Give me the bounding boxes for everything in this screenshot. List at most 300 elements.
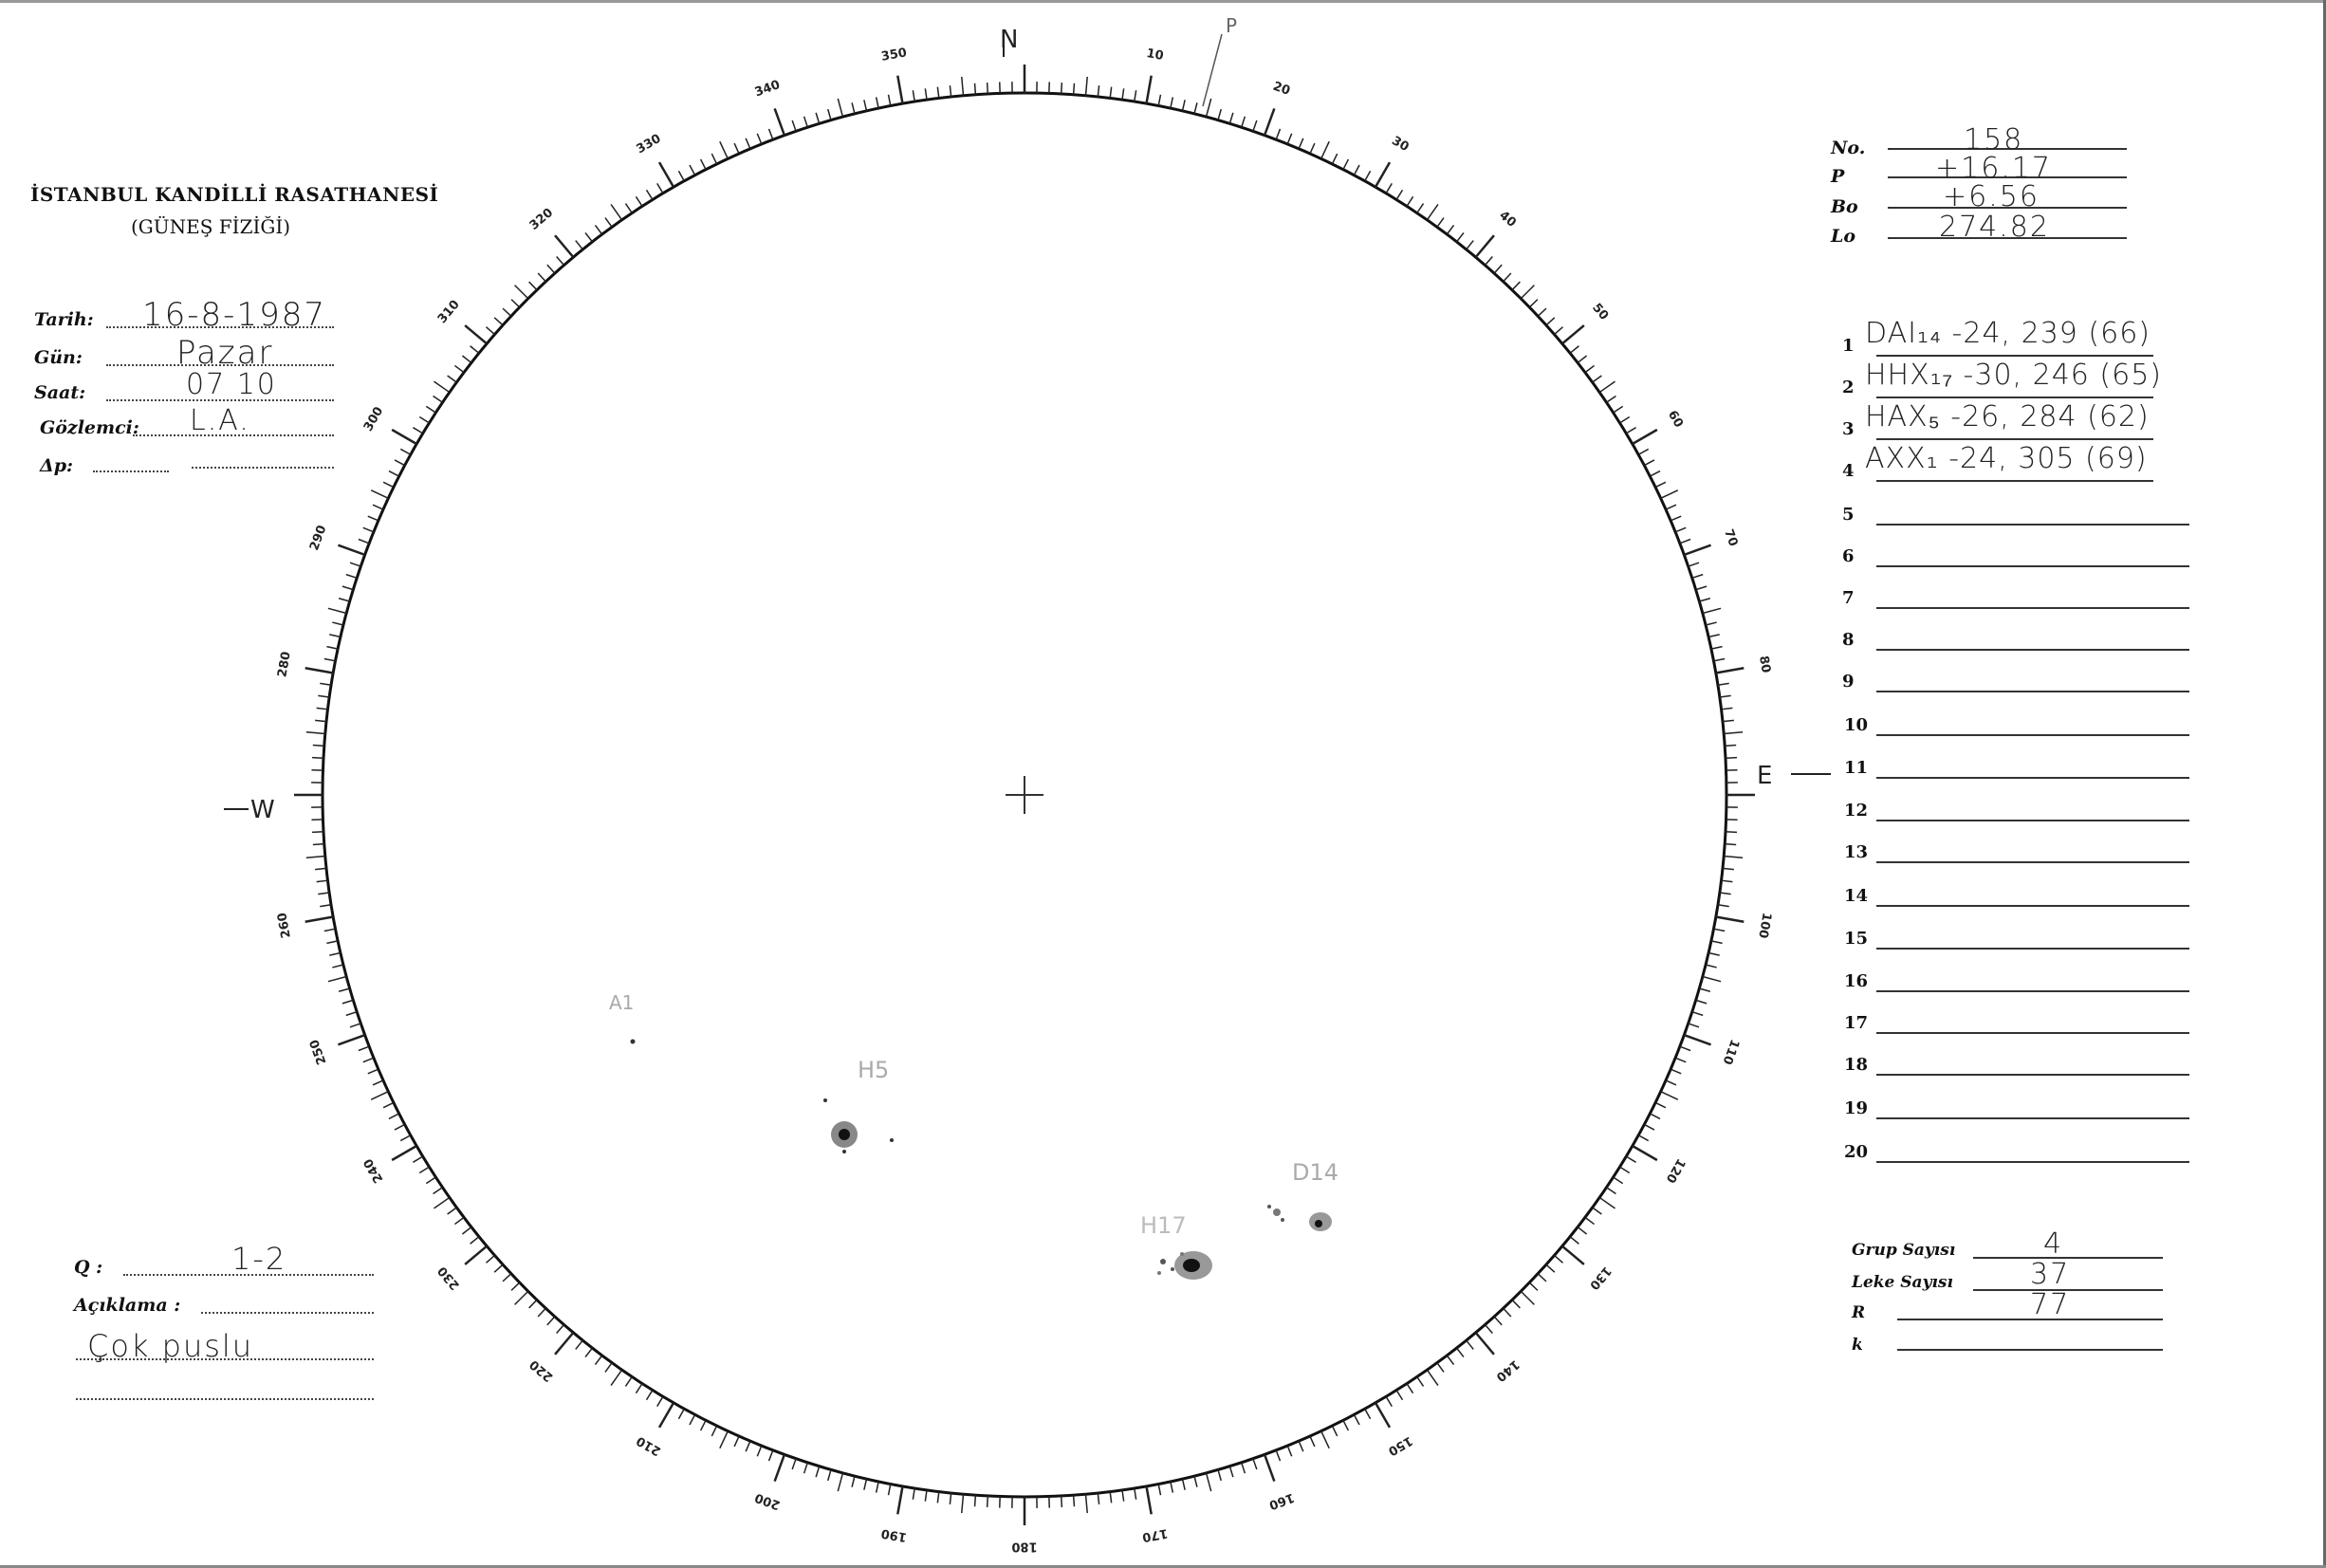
dial-tick <box>1158 1484 1160 1495</box>
dial-tick <box>363 1058 374 1061</box>
dial-tick <box>342 586 353 590</box>
dial-tick <box>1343 159 1348 170</box>
dial-tick <box>757 134 761 144</box>
dial-tick <box>1494 1317 1502 1325</box>
dial-tick <box>395 460 405 466</box>
dial-tick <box>368 1069 378 1074</box>
dial-tick <box>465 325 487 343</box>
dial-tick <box>454 365 464 372</box>
group-row-text[interactable]: DAI₁₄ -24, 239 (66) <box>1865 317 2151 350</box>
dial-tick <box>838 99 842 117</box>
dial-tick <box>897 1486 902 1515</box>
dial-tick <box>1182 1479 1185 1490</box>
dial-tick <box>757 1446 761 1456</box>
sunspot <box>1160 1259 1166 1264</box>
dial-tick <box>925 88 927 100</box>
sunspot-group-a1 <box>609 991 636 1044</box>
dial-tick <box>962 1494 964 1513</box>
tarih-value[interactable]: 16-8-1987 <box>142 296 326 334</box>
dial-tick <box>1207 1473 1211 1491</box>
dial-tick <box>1578 1227 1586 1234</box>
dial-tick <box>1194 102 1197 114</box>
group-row-text[interactable]: HHX₁₇ -30, 246 (65) <box>1865 359 2162 392</box>
dial-tick <box>1626 1156 1635 1162</box>
dial-tick <box>1711 941 1723 943</box>
r-value[interactable]: 77 <box>2030 1288 2071 1321</box>
dial-tick <box>1614 406 1623 413</box>
scan-edge-top <box>0 0 2326 3</box>
dial-tick <box>1457 232 1464 241</box>
dial-label: 170 <box>1140 1525 1170 1544</box>
dial-tick <box>1692 1012 1703 1016</box>
dial-tick <box>1661 490 1678 498</box>
dial-tick <box>1578 356 1586 362</box>
dial-tick <box>625 1376 632 1386</box>
dial-tick <box>1253 1459 1257 1469</box>
dial-tick <box>1718 683 1729 685</box>
dial-tick <box>1696 586 1707 590</box>
dial-tick <box>1146 1486 1151 1515</box>
dial-label: 70 <box>1721 527 1741 549</box>
dial-tick <box>1417 204 1424 213</box>
lo-value[interactable]: 274.82 <box>1939 211 2050 244</box>
dial-tick <box>1696 1000 1707 1004</box>
dial-tick <box>1726 758 1737 759</box>
dial-tick <box>1321 1431 1329 1448</box>
dial-tick <box>746 1441 750 1451</box>
dial-tick <box>1716 916 1744 921</box>
dial-tick <box>1692 575 1703 579</box>
dial-tick <box>419 1167 429 1172</box>
dial-tick <box>1721 880 1732 881</box>
dial-tick <box>312 758 323 759</box>
dial-tick <box>1085 77 1087 96</box>
dial-tick <box>1638 1135 1648 1141</box>
dial-tick <box>852 1476 855 1487</box>
dial-tick <box>1171 97 1172 108</box>
dial-tick <box>1546 1264 1555 1272</box>
dial-tick <box>383 482 394 487</box>
dial-tick <box>419 417 429 423</box>
q-label: Q : <box>74 1257 103 1278</box>
dial-tick <box>1723 868 1734 869</box>
sunspot <box>1273 1208 1281 1216</box>
dial-tick <box>371 1092 388 1099</box>
dial-tick <box>1467 1340 1474 1349</box>
dial-tick <box>1633 430 1657 444</box>
dial-tick <box>448 1208 457 1214</box>
dial-tick <box>828 109 831 120</box>
dial-tick <box>792 120 796 131</box>
dial-tick <box>576 241 583 249</box>
dial-label: 240 <box>360 1155 387 1186</box>
dial-tick <box>1606 1188 1615 1194</box>
dial-tick <box>338 545 364 555</box>
dial-tick <box>1593 1208 1602 1214</box>
dial-tick <box>1689 563 1699 566</box>
dial-tick <box>328 977 346 982</box>
dial-tick <box>1218 109 1221 120</box>
dial-tick <box>1158 95 1160 106</box>
sunspot <box>1267 1205 1271 1208</box>
gozlemci-label: Gözlemci: <box>40 417 139 438</box>
dial-tick <box>1725 746 1736 747</box>
p-value[interactable]: +16.17 <box>1935 152 2053 185</box>
dial-tick <box>1538 308 1546 316</box>
dial-label: 220 <box>526 1356 557 1385</box>
dial-tick <box>448 376 457 382</box>
dial-tick <box>1706 965 1717 968</box>
dial-tick <box>1365 171 1371 180</box>
sunspot-group-h5 <box>823 1057 894 1153</box>
dial-label: 260 <box>275 911 294 940</box>
dial-tick <box>1386 1396 1392 1406</box>
dial-tick <box>329 952 341 955</box>
dial-label: 100 <box>1755 911 1774 940</box>
grup-value[interactable]: 4 <box>2043 1227 2064 1261</box>
group-row-number: 1 <box>1842 336 1855 356</box>
dial-tick <box>1684 1035 1710 1044</box>
dial-tick <box>734 1436 739 1447</box>
dial-tick <box>1085 1494 1087 1513</box>
dial-tick <box>538 273 545 282</box>
dial-tick <box>1689 1024 1699 1027</box>
q-value[interactable]: 1-2 <box>231 1241 287 1277</box>
dial-tick <box>625 204 632 213</box>
bo-label: Bo <box>1831 196 1858 217</box>
dial-tick <box>1671 516 1681 521</box>
group-row-number: 17 <box>1844 1013 1869 1033</box>
dial-tick <box>1074 83 1075 95</box>
dial-tick <box>877 97 878 108</box>
dial-label: 190 <box>879 1525 909 1544</box>
group-row-number: 13 <box>1844 842 1869 862</box>
dial-label: 290 <box>307 523 330 553</box>
group-row-text[interactable]: HAX₅ -26, 284 (62) <box>1865 400 2150 434</box>
dial-tick <box>1207 99 1211 117</box>
dial-label: 40 <box>1496 208 1519 231</box>
dial-tick <box>1321 141 1329 158</box>
dial-tick <box>392 430 416 444</box>
dial-tick <box>1457 1348 1464 1356</box>
dial-tick <box>804 117 808 127</box>
group-row-number: 7 <box>1842 588 1855 608</box>
dial-tick <box>1276 129 1280 139</box>
dial-tick <box>1724 732 1743 734</box>
dial-tick <box>471 1237 479 1245</box>
dial-label: 250 <box>307 1037 330 1067</box>
dial-tick <box>1546 318 1555 325</box>
dial-tick <box>1599 1197 1615 1208</box>
dial-tick <box>1386 183 1392 193</box>
dial-tick <box>1614 1177 1623 1184</box>
dial-label: 280 <box>275 650 294 679</box>
dial-tick <box>1375 162 1390 187</box>
dial-tick <box>395 1124 405 1130</box>
dial-tick <box>659 1403 674 1428</box>
dial-tick <box>392 1146 416 1160</box>
dial-label: 110 <box>1719 1037 1742 1067</box>
dial-tick <box>1061 1496 1062 1507</box>
bo-value[interactable]: +6.56 <box>1943 180 2040 213</box>
north-label: N <box>1000 26 1019 54</box>
dial-tick <box>889 95 891 106</box>
dial-tick <box>486 327 494 335</box>
dial-tick <box>595 225 601 234</box>
grup-label: Grup Sayısı <box>1852 1241 1956 1260</box>
dial-tick <box>775 1454 785 1481</box>
department-subtitle: (GÜNEŞ FİZİĞİ) <box>131 215 291 238</box>
dial-tick <box>1437 218 1444 228</box>
dial-label: 120 <box>1662 1155 1689 1186</box>
dial-tick <box>515 1291 528 1304</box>
dial-tick <box>925 1490 927 1502</box>
dial-tick <box>1504 1308 1511 1317</box>
disk-center-cross <box>1006 776 1043 814</box>
dial-tick <box>511 300 520 307</box>
dial-tick <box>1723 720 1734 721</box>
dial-tick <box>317 708 328 709</box>
dial-tick <box>1606 396 1615 402</box>
dial-tick <box>1242 1463 1246 1473</box>
dial-tick <box>1655 482 1666 487</box>
dial-tick <box>1512 1300 1520 1308</box>
dial-tick <box>576 1340 583 1349</box>
dial-tick <box>897 76 902 104</box>
dial-tick <box>383 1102 394 1107</box>
dial-tick <box>1699 988 1710 991</box>
dial-tick <box>816 1467 820 1477</box>
dial-tick <box>1265 1454 1274 1481</box>
dial-tick <box>828 1469 831 1481</box>
dial-tick <box>1074 1495 1075 1506</box>
dial-tick <box>1467 241 1474 249</box>
p-angle-marker <box>1203 34 1222 106</box>
lo-label: Lo <box>1831 226 1856 247</box>
gun-label: Gün: <box>34 347 83 368</box>
dial-tick <box>792 1459 796 1469</box>
dial-tick <box>359 540 369 544</box>
dial-tick <box>503 308 511 316</box>
dial-tick <box>1427 1370 1437 1385</box>
dial-tick <box>585 232 592 241</box>
dial-label: 130 <box>1586 1263 1615 1293</box>
aciklama-label: Açıklama : <box>74 1295 181 1316</box>
group-row-number: 11 <box>1844 758 1869 778</box>
dial-label: 50 <box>1589 301 1612 323</box>
dial-label: 300 <box>360 404 387 434</box>
dial-tick <box>313 844 324 845</box>
dial-tick <box>318 893 329 895</box>
group-row-number: 15 <box>1844 929 1869 949</box>
aciklama-value[interactable]: Çok puslu <box>87 1328 254 1364</box>
dial-tick <box>1194 1476 1197 1487</box>
dial-tick <box>324 659 336 661</box>
dial-label: 310 <box>434 297 463 327</box>
dial-tick <box>400 449 410 454</box>
dial-tick <box>1538 1274 1546 1282</box>
dial-tick <box>1713 929 1725 931</box>
dial-tick <box>636 1384 642 1393</box>
dial-tick <box>1218 1469 1221 1481</box>
dial-label: 210 <box>634 1432 664 1459</box>
dial-tick <box>1135 90 1136 101</box>
dial-tick <box>315 868 326 869</box>
dial-tick <box>1354 165 1359 175</box>
dial-tick <box>605 1363 612 1373</box>
dial-tick <box>734 143 739 154</box>
sunspot-umbra <box>1183 1259 1200 1272</box>
saat-label: Saat: <box>34 382 86 403</box>
dial-tick <box>339 599 350 601</box>
dial-tick <box>804 1463 808 1473</box>
group-row-text[interactable]: AXX₁ -24, 305 (69) <box>1865 442 2148 475</box>
dial-tick <box>338 1035 364 1044</box>
dial-tick <box>324 929 336 931</box>
dial-tick <box>1396 1391 1402 1400</box>
dial-tick <box>339 988 350 991</box>
sunspot <box>842 1150 846 1153</box>
group-row-number: 6 <box>1842 546 1855 566</box>
dial-tick <box>332 965 343 968</box>
dial-tick <box>864 1479 867 1490</box>
dial-tick <box>363 527 374 531</box>
group-row-number: 20 <box>1844 1142 1869 1162</box>
dial-tick <box>711 154 716 164</box>
leke-label: Leke Sayısı <box>1852 1273 1953 1292</box>
dial-tick <box>678 1409 684 1418</box>
dial-label: 330 <box>634 131 664 157</box>
dial-tick <box>1310 1436 1315 1447</box>
dial-tick <box>471 346 479 354</box>
dial-tick <box>1122 88 1124 100</box>
tarih-label: Tarih: <box>34 309 94 330</box>
dial-tick <box>426 1177 435 1184</box>
dial-tick <box>486 1255 494 1263</box>
dial-tick <box>647 1391 653 1400</box>
dial-tick <box>557 1324 564 1333</box>
dial-tick <box>1110 87 1111 99</box>
dial-tick <box>1229 1467 1233 1477</box>
dial-tick <box>1644 1124 1654 1130</box>
dial-tick <box>350 563 360 566</box>
no-label: No. <box>1831 138 1866 158</box>
leke-value[interactable]: 37 <box>2030 1258 2071 1291</box>
dial-tick <box>1182 100 1185 111</box>
dial-tick <box>1644 460 1654 466</box>
dial-label: 20 <box>1270 79 1292 99</box>
dial-tick <box>494 1264 503 1272</box>
dial-tick <box>317 880 328 881</box>
dial-tick <box>547 1317 555 1325</box>
dial-tick <box>1699 599 1710 601</box>
dial-tick <box>657 1396 663 1406</box>
dial-tick <box>315 720 326 721</box>
dial-tick <box>1554 1255 1562 1263</box>
dial-tick <box>690 1414 695 1425</box>
dial-tick <box>657 183 663 193</box>
dial-label: 230 <box>434 1263 463 1293</box>
spot-label-d14: D14 <box>1292 1159 1339 1186</box>
dial-tick <box>306 856 325 858</box>
dial-tick <box>434 1197 449 1208</box>
dial-tick <box>1310 143 1315 154</box>
dial-tick <box>1724 856 1743 858</box>
sunspot <box>1281 1218 1284 1222</box>
dial-tick <box>1633 1146 1657 1160</box>
dial-tick <box>1562 325 1584 343</box>
dial-tick <box>1287 1446 1291 1456</box>
dial-label: 60 <box>1664 408 1686 431</box>
dial-tick <box>305 916 334 921</box>
dial-tick <box>605 218 612 228</box>
dial-tick <box>1299 1441 1303 1451</box>
dial-tick <box>1650 471 1660 476</box>
dial-tick <box>1554 327 1562 335</box>
dial-tick <box>1229 113 1233 123</box>
dial-tick <box>1417 1376 1424 1386</box>
dial-tick <box>1171 1482 1172 1493</box>
dial-tick <box>329 635 341 637</box>
dial-tick <box>1287 134 1291 144</box>
dial-tick <box>1253 120 1257 131</box>
dial-tick <box>529 1300 537 1308</box>
dial-tick <box>711 1426 716 1436</box>
dial-tick <box>816 113 820 123</box>
group-row-number: 18 <box>1844 1055 1869 1075</box>
dial-tick <box>1666 1080 1676 1085</box>
dial-tick <box>1706 622 1717 625</box>
dial-tick <box>1476 1333 1494 1355</box>
gun-value[interactable]: Pazar <box>176 334 274 372</box>
spot-label-h5: H5 <box>858 1057 890 1083</box>
dial-tick <box>400 1135 410 1141</box>
dp-label: Δp: <box>40 455 74 476</box>
dial-tick <box>1593 376 1602 382</box>
dial-tick <box>1332 1426 1337 1436</box>
dial-tick <box>647 190 653 199</box>
dial-tick <box>1265 108 1274 135</box>
dial-tick <box>1570 1237 1578 1245</box>
dial-tick <box>342 1000 353 1004</box>
dial-tick <box>1711 647 1723 649</box>
dial-tick <box>1504 273 1511 282</box>
dial-tick <box>950 1493 951 1504</box>
dial-tick <box>306 732 325 734</box>
no-value[interactable]: 158 <box>1964 123 2024 157</box>
dial-tick <box>1135 1488 1136 1500</box>
gozlemci-value[interactable]: L.A. <box>190 404 250 437</box>
dial-tick <box>1671 1069 1681 1074</box>
dial-tick <box>373 505 383 509</box>
dial-tick <box>426 406 435 413</box>
dial-tick <box>389 1114 399 1118</box>
group-row-number: 3 <box>1842 419 1855 439</box>
dial-tick <box>328 608 346 613</box>
dial-tick <box>413 1156 422 1162</box>
dial-tick <box>368 516 378 521</box>
dial-tick <box>305 668 334 673</box>
saat-value[interactable]: 07 10 <box>186 368 277 401</box>
dial-tick <box>1626 428 1635 434</box>
dial-tick <box>1146 76 1151 104</box>
dial-tick <box>346 575 357 579</box>
dial-tick <box>1122 1490 1124 1502</box>
dial-tick <box>373 1080 383 1085</box>
dial-tick <box>1638 449 1648 454</box>
dial-tick <box>454 1217 464 1224</box>
sunspot <box>890 1138 894 1142</box>
